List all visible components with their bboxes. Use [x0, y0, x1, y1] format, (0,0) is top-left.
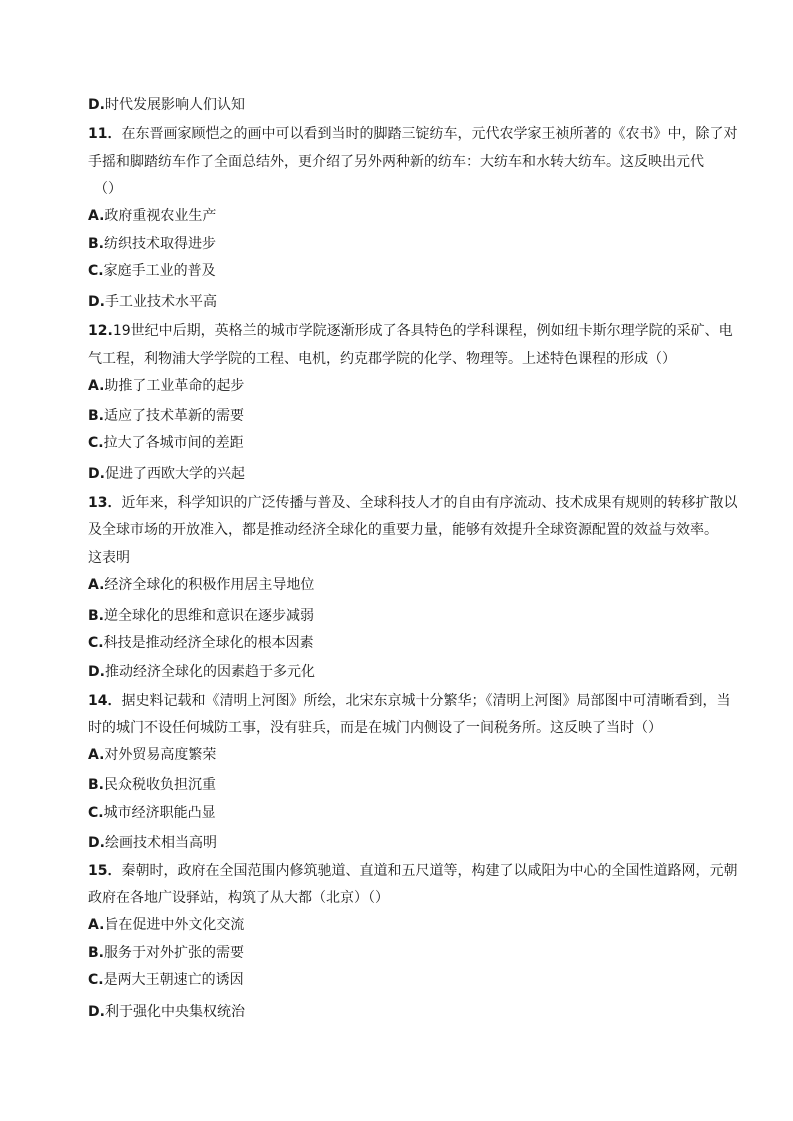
option-label: A. [88, 208, 105, 224]
option-text: 逆全球化的思维和意识在逐步减弱 [104, 608, 314, 624]
question-number: 12. [88, 323, 113, 339]
option-label: C. [88, 972, 104, 988]
option-a [88, 377, 244, 395]
option-label: B. [88, 608, 104, 624]
question-stem [88, 125, 737, 143]
option-b [88, 235, 216, 253]
stem-line: 手摇和脚踏纺车作了全面总结外，更介绍了另外两种新的纺车：大纺车和水转大纺车。这反映出元代 [88, 154, 704, 170]
option-label: B. [88, 236, 104, 252]
option-text: 科技是推动经济全球化的根本因素 [103, 635, 314, 651]
option-label: D. [88, 466, 105, 482]
option-label: C. [88, 805, 104, 821]
option-text: 利于强化中央集权统治 [104, 1004, 245, 1020]
option-text: 旨在促进中外文化交流 [104, 917, 245, 933]
option-text: 适应了技术革新的需要 [104, 408, 244, 424]
question-stem [88, 494, 737, 512]
option-text: 政府重视农业生产 [104, 208, 217, 224]
option-b [88, 776, 216, 794]
stem-line: 近年来，科学知识的广泛传播与普及、全球科技人才的自由有序流动、技术成果有规则的转移扩散以 [121, 495, 738, 511]
option-label: D. [88, 835, 105, 851]
option-text: 对外贸易高度繁荣 [104, 747, 217, 763]
option-c [88, 262, 216, 280]
stem-line: 政府在各地广设驿站，构筑了从大都（北京）（） [88, 890, 389, 906]
option-label: C. [88, 635, 104, 651]
option-label: A. [88, 577, 105, 593]
option-d [88, 834, 217, 852]
option-c [88, 804, 216, 822]
option-d [88, 465, 245, 483]
option-d [88, 293, 217, 311]
option-label: D. [88, 664, 105, 680]
option-label: D. [88, 1004, 105, 1020]
option-a [88, 576, 314, 594]
stem-line: 这表明 [88, 550, 130, 566]
stem-line: 气工程，利物浦大学学院的工程、电机，约克郡学院的化学、物理等。上述特色课程的形成（） [88, 351, 676, 367]
question-stem [88, 322, 733, 340]
option-b [88, 607, 314, 625]
option-b [88, 944, 244, 962]
stem-line: 秦朝时，政府在全国范围内修筑驰道、直道和五尺道等，构建了以咸阳为中心的全国性道路网，元朝 [121, 863, 738, 879]
option-label: B. [88, 777, 104, 793]
stem-line: 在东晋画家顾恺之的画中可以看到当时的脚踏三锭纺车，元代农学家王祯所著的《农书》中，除了对 [121, 126, 738, 142]
question-number: 11． [88, 126, 122, 142]
option-label: C. [88, 435, 104, 451]
option-text: 经济全球化的积极作用居主导地位 [104, 577, 315, 593]
option-label: B. [88, 408, 104, 424]
option-text: 纺织技术取得进步 [104, 236, 216, 252]
option-label: C. [88, 263, 104, 279]
option-c [88, 434, 244, 452]
option-label: A. [88, 917, 105, 933]
question-number: 15． [88, 863, 122, 879]
question-stem [88, 862, 737, 880]
option-label: A. [88, 747, 105, 763]
option-text: 助推了工业革命的起步 [104, 378, 245, 394]
option-text: 时代发展影响人们认知 [104, 97, 245, 113]
option-a [88, 916, 244, 934]
option-text: 促进了西欧大学的兴起 [104, 466, 245, 482]
option-c [88, 634, 314, 652]
stem-line: 时的城门不设任何城防工事，没有驻兵，而是在城门内侧设了一间税务所。这反映了当时（） [88, 720, 662, 736]
question-stem [88, 692, 730, 710]
option-b [88, 407, 244, 425]
option-d [88, 663, 315, 681]
stem-line: 及全球市场的开放准入，都是推动经济全球化的重要力量，能够有效提升全球资源配置的效益与效率。 [88, 522, 718, 538]
option-text: 民众税收负担沉重 [104, 777, 216, 793]
question-number: 13． [88, 495, 122, 511]
option-a [88, 207, 216, 225]
option-label: D. [88, 294, 105, 310]
option-d [88, 1003, 245, 1021]
option-text: 服务于对外扩张的需要 [104, 945, 244, 961]
stem-line: 据史料记载和《清明上河图》所绘，北宋东京城十分繁华；《清明上河图》局部图中可清晰看到，当 [121, 693, 731, 709]
option-text: 家庭手工业的普及 [103, 263, 216, 279]
option-text: 推动经济全球化的因素趋于多元化 [104, 664, 315, 680]
option-label: B. [88, 945, 104, 961]
option-a [88, 746, 216, 764]
stem-line: 19世纪中后期，英格兰的城市学院逐渐形成了各具特色的学科课程，例如纽卡斯尔理学院的采矿、电 [112, 323, 733, 339]
option-label: D. [88, 97, 105, 113]
option-text: 城市经济职能凸显 [103, 805, 216, 821]
option-text: 拉大了各城市间的差距 [103, 435, 244, 451]
option-label: A. [88, 378, 105, 394]
option-text: 是两大王朝速亡的诱因 [103, 972, 244, 988]
question-number: 14． [88, 693, 122, 709]
option-text: 绘画技术相当高明 [104, 835, 217, 851]
option-text: 手工业技术水平高 [104, 294, 217, 310]
option-d [88, 96, 245, 114]
option-c [88, 971, 244, 989]
stem-line: （） [94, 181, 122, 197]
